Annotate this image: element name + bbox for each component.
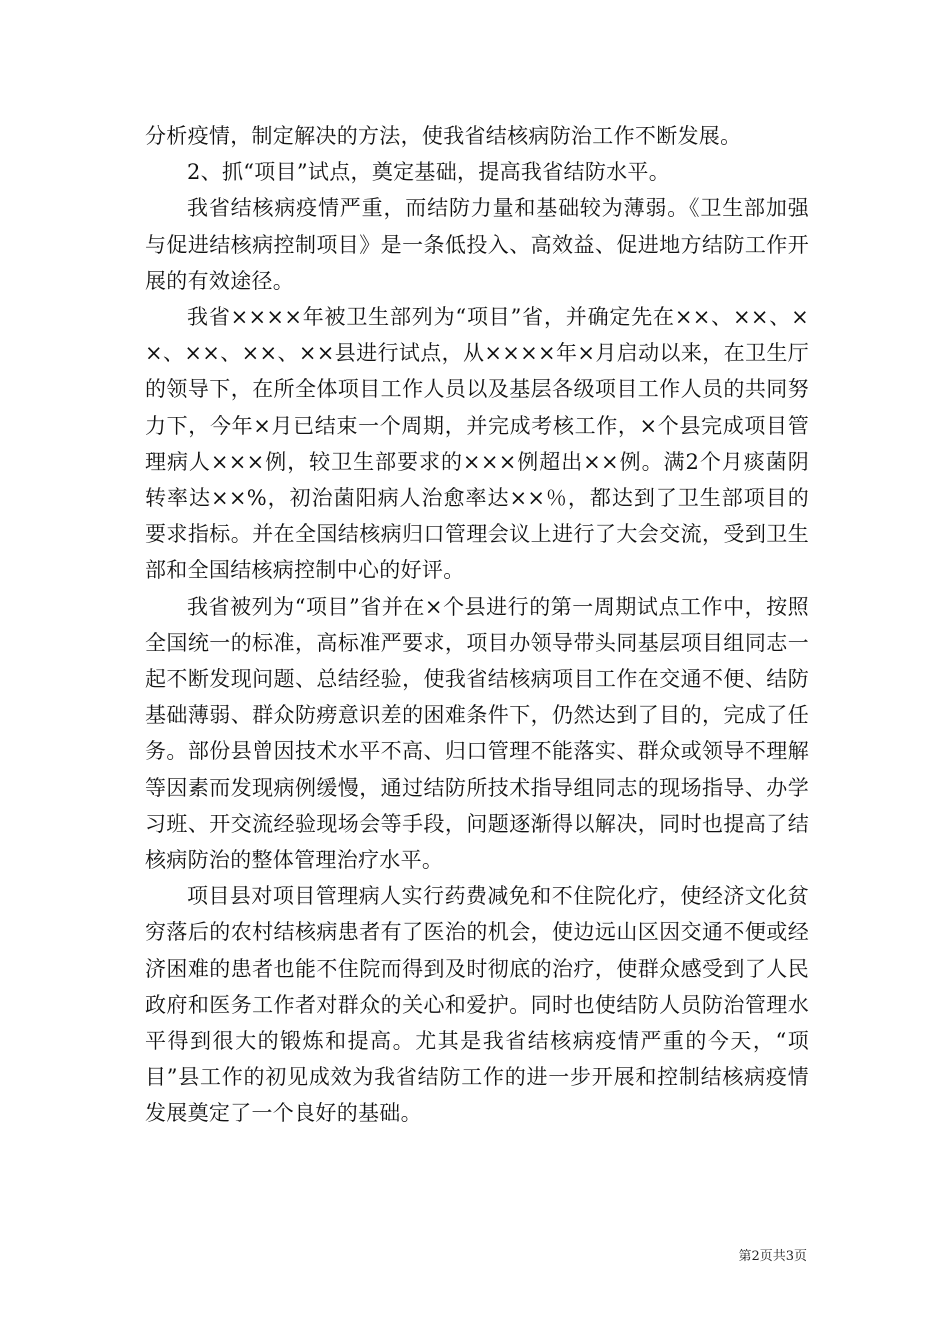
- page-number-footer: 第2页共3页: [738, 1249, 807, 1264]
- paragraph-5: 我省被列为“项目”省并在×个县进行的第一周期试点工作中，按照全国统一的标准，高标准严要求，项目办领导带头同基层项目组同志一起不断发现问题、总结经验，使我省结核病项目工作在交通不便、结防基础薄弱、群众防痨意识差的困难条件下，仍然达到了目的，完成了任务。部份县曾因技术水平不高、归口管理不能落实、群众或领导不理解等因素而发现病例缓慢，通过结防所技术指导组同志的现场指导、办学习班、开交流经验现场会等手段，问题逐渐得以解决，同时也提高了结核病防治的整体管理治疗水平。: [145, 594, 809, 873]
- paragraph-4: 我省××××年被卫生部列为“项目”省，并确定先在××、××、××、××、××、××县进行试点，从××××年×月启动以来，在卫生厅的领导下，在所全体项目工作人员以及基层各级项目工作人员的共同努力下，今年×月已结束一个周期，并完成考核工作，×个县完成项目管理病人×××例，较卫生部要求的×××例超出××例。满2个月痰菌阴转率达××%，初治菌阳病人治愈率达××％，都达到了卫生部项目的要求指标。并在全国结核病归口管理会议上进行了大会交流，受到卫生部和全国结核病控制中心的好评。: [145, 305, 809, 583]
- document-body: [145, 118, 809, 1132]
- paragraph-6: 项目县对项目管理病人实行药费减免和不住院化疗，使经济文化贫穷落后的农村结核病患者有了医治的机会，使边远山区因交通不便或经济困难的患者也能不住院而得到及时彻底的治疗，使群众感受到了人民政府和医务工作者对群众的关心和爱护。同时也使结防人员防治管理水平得到很大的锻炼和提高。尤其是我省结核病疫情严重的今天，“项目”县工作的初见成效为我省结防工作的进一步开展和控制结核病疫情发展奠定了一个良好的基础。: [145, 884, 809, 1126]
- paragraph-2: 2、抓“项目”试点，奠定基础，提高我省结防水平。: [187, 160, 671, 185]
- paragraph-1: 分析疫情，制定解决的方法，使我省结核病防治工作不断发展。: [145, 124, 742, 148]
- paragraph-3: 我省结核病疫情严重，而结防力量和基础较为薄弱。《卫生部加强与促进结核病控制项目》是一条低投入、高效益、促进地方结防工作开展的有效途径。: [145, 196, 809, 293]
